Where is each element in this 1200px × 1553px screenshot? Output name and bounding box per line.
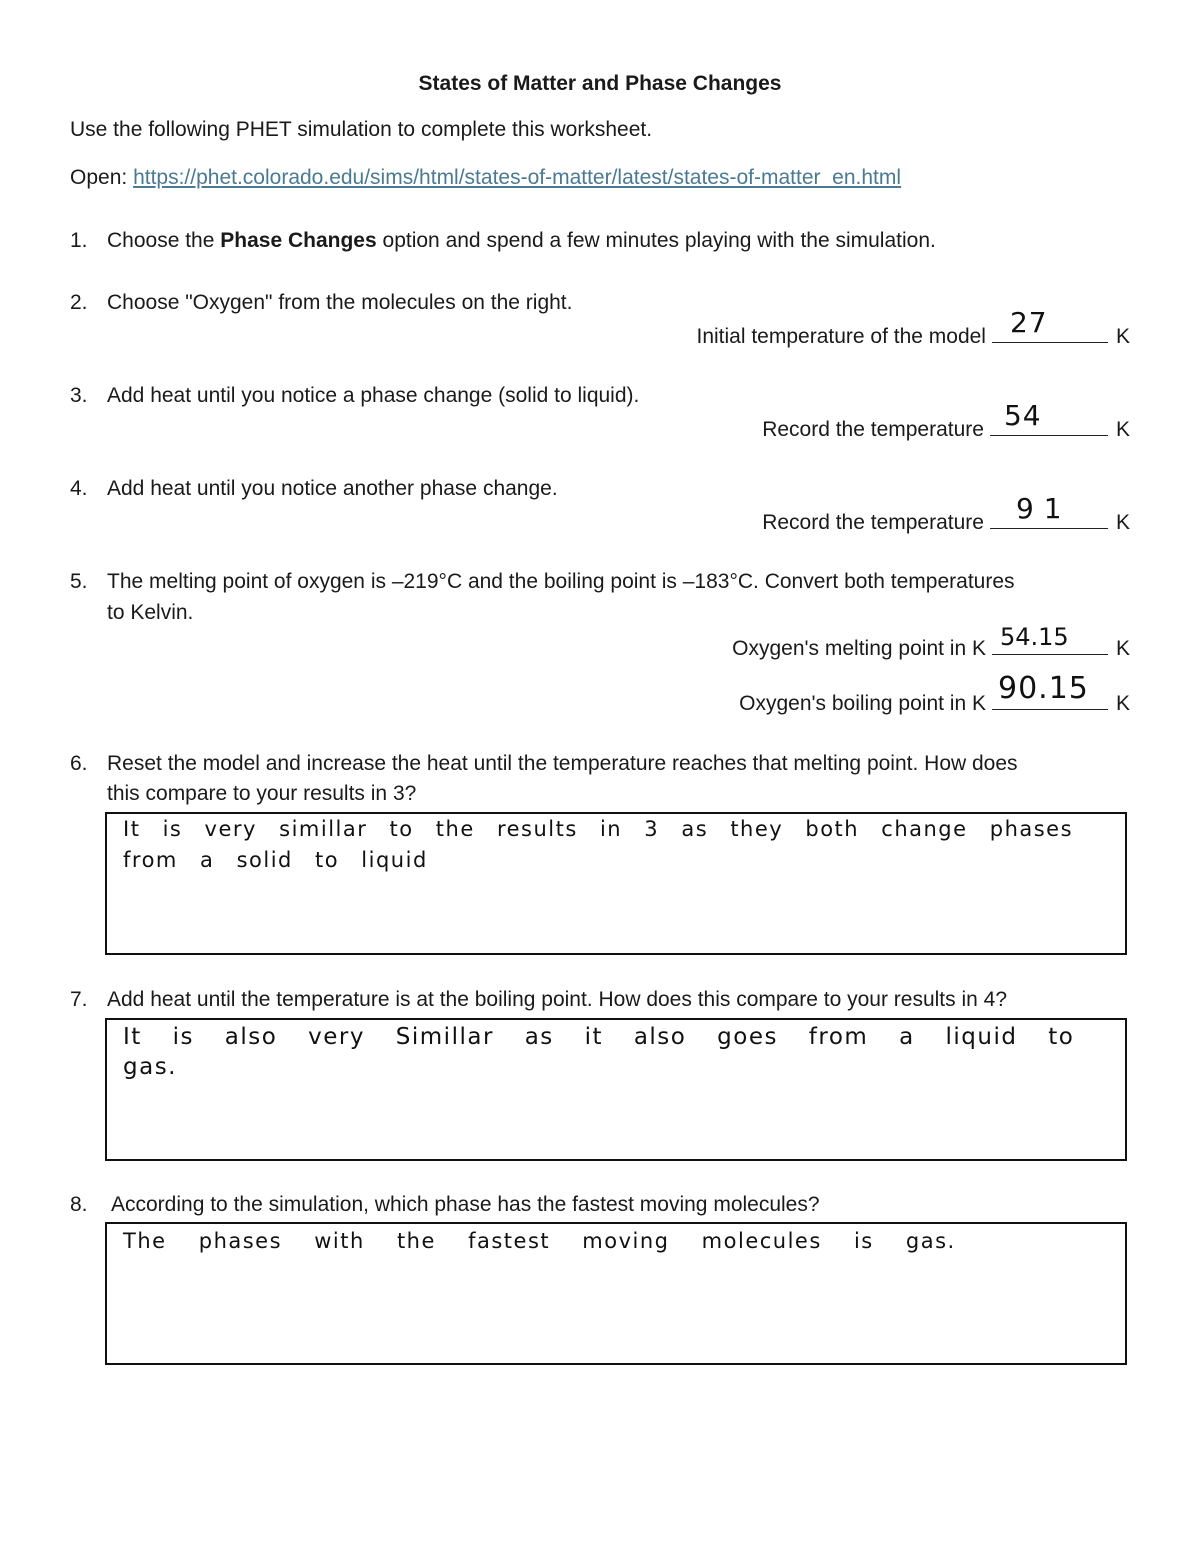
question-1 (70, 229, 936, 253)
question-number: 5. (70, 570, 88, 593)
q7-text: Add heat until the temperature is at the boiling point. How does this compare to your results in 4? (107, 988, 1008, 1011)
q6-answer-box[interactable] (105, 812, 1127, 955)
q5-boiling-label: Oxygen's boiling point in K (739, 692, 986, 715)
q4-answer-field[interactable] (990, 492, 1108, 529)
q5-text-line2: to Kelvin. (107, 601, 194, 624)
open-label: Open: (70, 166, 128, 189)
q1-text-post: option and spend a few minutes playing with the simulation. (382, 229, 936, 252)
q2-field-label: Initial temperature of the model (696, 325, 986, 348)
q2-answer-field[interactable] (992, 306, 1108, 343)
q4-field-row (762, 492, 1130, 535)
q4-field-label: Record the temperature (762, 511, 984, 534)
question-6 (70, 752, 1018, 776)
q5-text-line1: The melting point of oxygen is –219°C and the boiling point is –183°C. Convert both temperatures (107, 570, 1015, 593)
q5-boiling-field[interactable] (992, 671, 1108, 710)
question-number: 6. (70, 752, 88, 775)
q1-bold-text: Phase Changes (220, 229, 377, 252)
phet-link[interactable]: https://phet.colorado.edu/sims/html/states-of-matter/latest/states-of-matter_en.html (133, 166, 902, 189)
q2-unit: K (1115, 325, 1130, 348)
q8-handwritten-answer: The phases with the fastest moving molecules is gas. (123, 1229, 956, 1253)
q5-melting-unit: K (1115, 637, 1130, 660)
q5-melting-label: Oxygen's melting point in K (732, 637, 986, 660)
q4-unit: K (1115, 511, 1130, 534)
q7-answer-box[interactable] (105, 1018, 1127, 1161)
q8-text: According to the simulation, which phase has the fastest moving molecules? (111, 1193, 820, 1216)
q5-melting-row (732, 623, 1130, 661)
question-number: 7. (70, 988, 88, 1011)
question-number: 3. (70, 384, 88, 407)
q2-text: Choose "Oxygen" from the molecules on the right. (107, 291, 573, 314)
question-number: 8. (70, 1193, 88, 1216)
q5-melting-handwritten-answer: 54.15 (999, 623, 1069, 651)
q3-unit: K (1115, 418, 1130, 441)
q5-boiling-unit: K (1115, 692, 1130, 715)
question-8 (70, 1193, 820, 1217)
q4-text: Add heat until you notice another phase change. (107, 477, 558, 500)
q3-text: Add heat until you notice a phase change (solid to liquid). (107, 384, 640, 407)
q3-handwritten-answer: 54 (1003, 399, 1042, 432)
question-7 (70, 988, 1007, 1012)
q6-text-line2: this compare to your results in 3? (107, 782, 417, 805)
q1-text-pre: Choose the (107, 229, 215, 252)
q3-field-label: Record the temperature (762, 418, 984, 441)
worksheet-title: States of Matter and Phase Changes (418, 72, 782, 95)
q3-answer-field[interactable] (990, 399, 1108, 436)
q5-boiling-row (739, 671, 1130, 716)
q3-field-row (762, 399, 1130, 442)
q4-handwritten-answer: 91 (1015, 492, 1072, 525)
open-line (70, 166, 901, 190)
q6-handwritten-answer: It is very simillar to the results in 3 as they both change phases from a solid to liquid (123, 817, 1074, 872)
q5-melting-field[interactable] (992, 623, 1108, 655)
q6-text-line1: Reset the model and increase the heat until the temperature reaches that melting point. How does (107, 752, 1018, 775)
question-2 (70, 291, 572, 315)
intro-text: Use the following PHET simulation to complete this worksheet. (70, 118, 653, 141)
question-number: 2. (70, 291, 88, 314)
q5-boiling-handwritten-answer: 90.15 (997, 671, 1089, 706)
question-4 (70, 477, 558, 501)
q2-field-row (696, 306, 1130, 349)
question-3 (70, 384, 639, 408)
question-5 (70, 570, 1015, 594)
q8-answer-box[interactable] (105, 1222, 1127, 1365)
q7-handwritten-answer: It is also very Simillar as it also goes from a liquid to gas. (123, 1024, 1075, 1080)
question-number: 4. (70, 477, 88, 500)
question-number: 1. (70, 229, 88, 252)
q2-handwritten-answer: 27 (1009, 306, 1048, 339)
